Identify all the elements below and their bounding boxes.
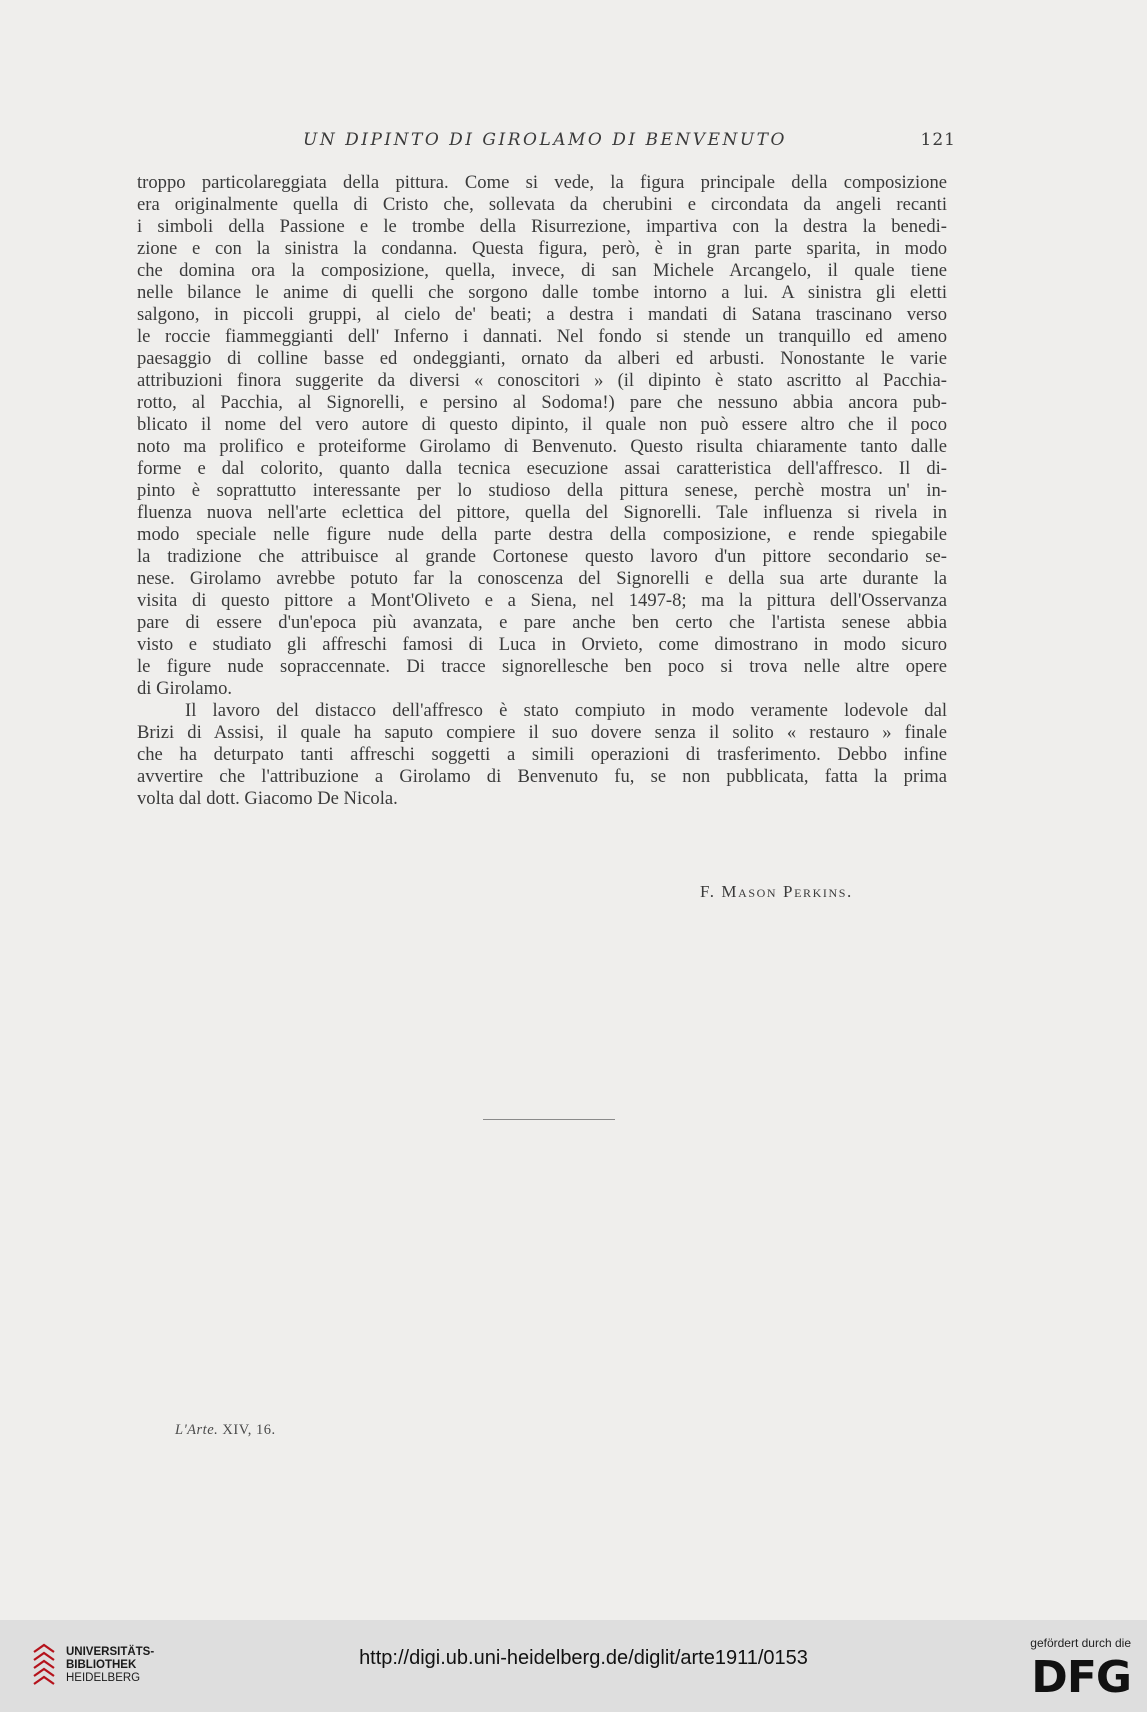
- text-line: noto ma prolifico e proteiforme Girolamo di Benvenuto. Questo risulta chiaramente tanto dalle: [137, 436, 947, 457]
- library-name-line: HEIDELBERG: [66, 1672, 141, 1684]
- text-line: nelle bilance le anime di quelli che sorgono dalle tombe intorno a lui. A sinistra gli eletti: [137, 282, 947, 303]
- running-title: UN DIPINTO DI GIROLAMO DI BENVENUTO: [303, 130, 787, 150]
- text-line: fluenza nuova nell'arte eclettica del pittore, quella del Signorelli. Tale influenza si rivela in: [137, 502, 947, 523]
- article-body: [137, 172, 947, 810]
- text-line: Il lavoro del distacco dell'affresco è stato compiuto in modo veramente lodevole dal: [185, 700, 947, 721]
- text-line: nese. Girolamo avrebbe potuto far la conoscenza del Signorelli e della sua arte durante la: [137, 568, 947, 589]
- text-line: pare di essere d'un'epoca più avanzata, e pare anche ben certo che l'artista senese abbia: [137, 612, 947, 633]
- printer-signature-mark: [175, 1422, 276, 1439]
- text-line: blicato il nome del vero autore di questo dipinto, il quale non può essere altro che il poco: [137, 414, 947, 435]
- text-line: pinto è soprattutto interessante per lo studioso della pittura senese, perchè mostra un' in-: [137, 480, 947, 501]
- page-number: 121: [920, 130, 956, 150]
- text-line: le figure nude sopraccennate. Di tracce signorellesche ben poco si trova nelle altre opere: [137, 656, 947, 677]
- author-signature: F. Mason Perkins.: [700, 882, 853, 901]
- text-line: di Girolamo.: [137, 678, 233, 699]
- permalink-url[interactable]: http://digi.ub.uni-heidelberg.de/diglit/arte1911/0153: [359, 1647, 808, 1669]
- text-line: le roccie fiammeggianti dell' Inferno i dannati. Nel fondo si stende un tranquillo ed ameno: [137, 326, 947, 347]
- text-line: salgono, in piccoli gruppi, al cielo de' beati; a destra i mandati di Satana trascinano verso: [137, 304, 947, 325]
- digitization-footer: [0, 1620, 1147, 1712]
- divider-rule: [483, 1119, 615, 1120]
- text-line: la tradizione che attribuisce al grande Cortonese questo lavoro d'un pittore secondario se-: [137, 546, 947, 567]
- dfg-logo: DFG: [1031, 1652, 1131, 1703]
- text-line: zione e con la sinistra la condanna. Questa figura, però, è in gran parte sparita, in modo: [137, 238, 947, 259]
- text-line: visita di questo pittore a Mont'Oliveto e a Siena, nel 1497-8; ma la pittura dell'Osservanza: [137, 590, 947, 611]
- journal-name: L'Arte.: [175, 1422, 219, 1438]
- text-line: che ha deturpato tanti affreschi soggetti a simili operazioni di trasferimento. Debbo infine: [137, 744, 947, 765]
- text-line: avvertire che l'attribuzione a Girolamo di Benvenuto fu, se non pubblicata, fatta la prima: [137, 766, 947, 787]
- library-name-line: UNIVERSITÄTS-: [66, 1646, 155, 1658]
- text-line: i simboli della Passione e le trombe della Risurrezione, impartiva con la destra la benedi-: [137, 216, 947, 237]
- text-line: paesaggio di colline basse ed ondeggianti, ornato da alberi ed arbusti. Nonostante le varie: [137, 348, 947, 369]
- text-line: forme e dal colorito, quanto dalla tecnica esecuzione assai caratteristica dell'affresco. Il di-: [137, 458, 947, 479]
- text-line: attribuzioni finora suggerite da diversi « conoscitori » (il dipinto è stato ascritto al Pacchia-: [137, 370, 947, 391]
- text-line: rotto, al Pacchia, al Signorelli, e persino al Sodoma!) pare che nessuno abbia ancora pub-: [137, 392, 947, 413]
- running-header: [140, 130, 956, 156]
- library-name-line: BIBLIOTHEK: [66, 1659, 137, 1671]
- text-line: volta dal dott. Giacomo De Nicola.: [137, 788, 398, 809]
- text-line: modo speciale nelle figure nude della parte destra della composizione, e rende spiegabile: [137, 524, 947, 545]
- funding-caption: gefördert durch die: [1030, 1636, 1131, 1650]
- text-line: visto e studiato gli affreschi famosi di Luca in Orvieto, come dimostrano in modo sicuro: [137, 634, 947, 655]
- text-line: Brizi di Assisi, il quale ha saputo compiere il suo dovere senza il solito « restauro » finale: [137, 722, 947, 743]
- text-line: che domina ora la composizione, quella, invece, di san Michele Arcangelo, il quale tiene: [137, 260, 947, 281]
- text-line: troppo particolareggiata della pittura. Come si vede, la figura principale della composizione: [137, 172, 947, 193]
- volume-number: XIV, 16.: [222, 1422, 276, 1438]
- text-line: era originalmente quella di Cristo che, sollevata da cherubini e circondata da angeli recanti: [137, 194, 947, 215]
